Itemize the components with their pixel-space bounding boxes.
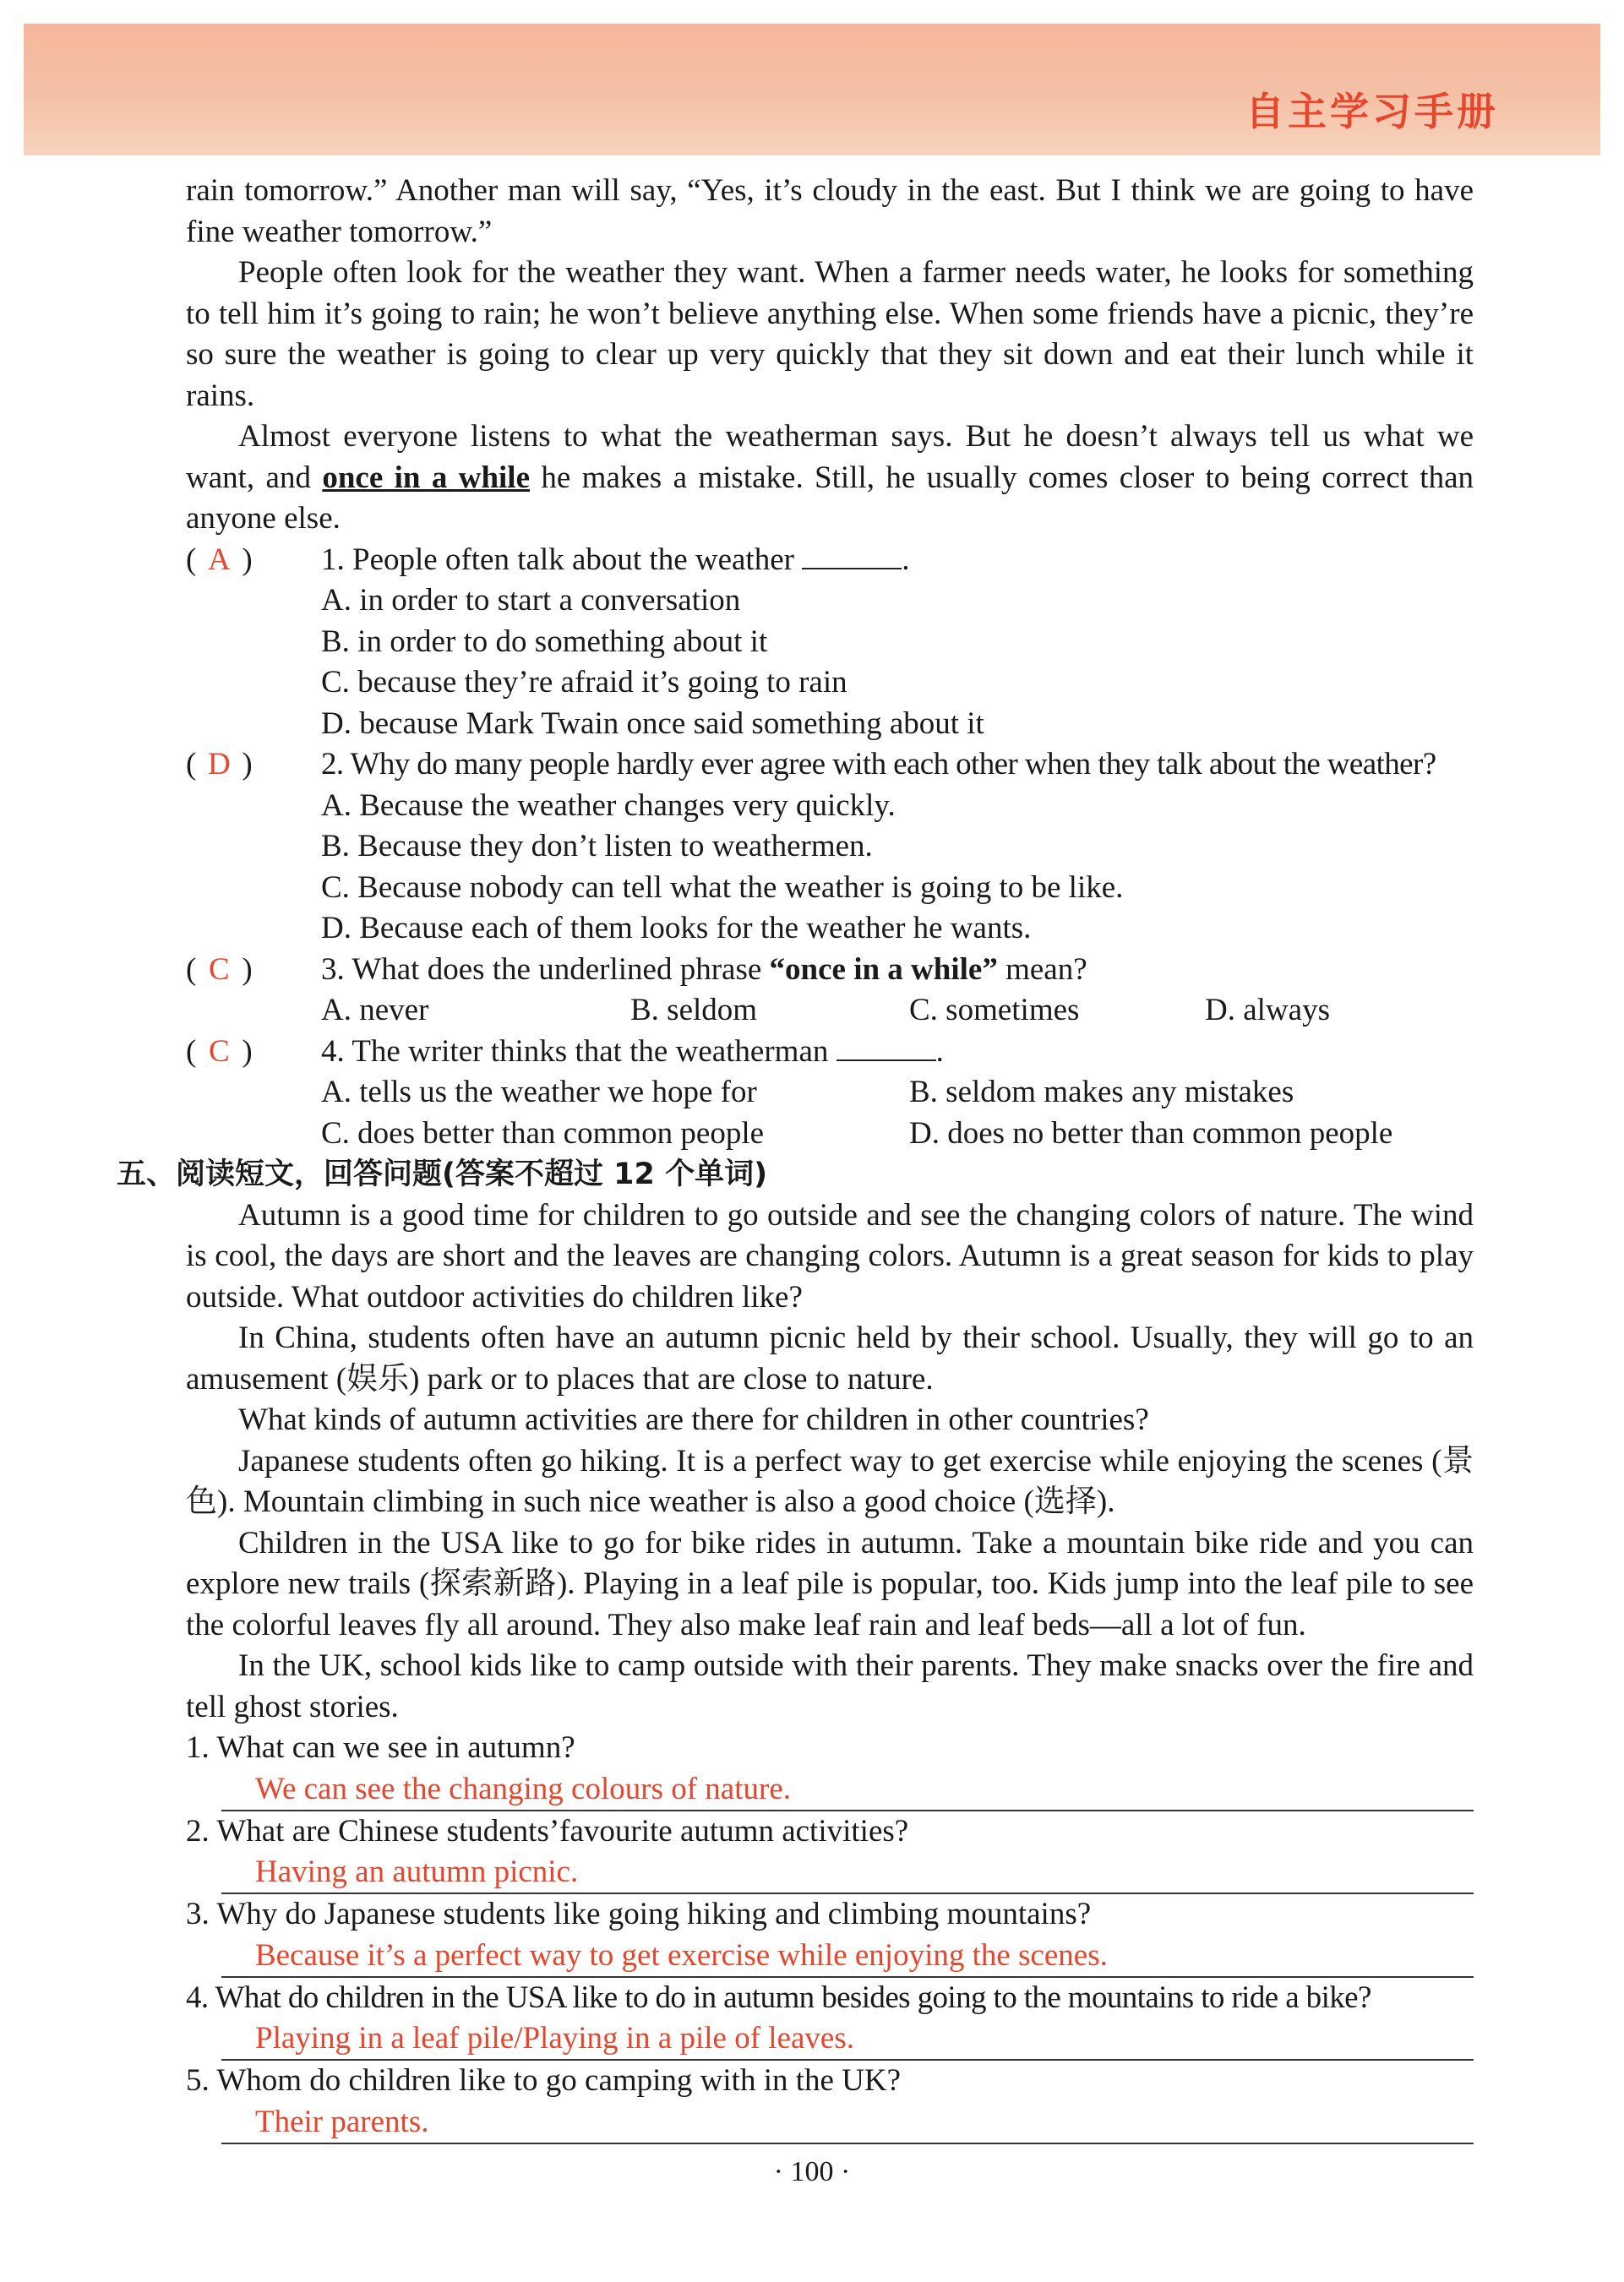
answer-letter: C (208, 951, 230, 987)
question-stem: 2. Why do many people hardly ever agree with each other when they talk about the weather? (321, 747, 1436, 782)
underlined-phrase: once in a while (322, 460, 531, 495)
text-span: he makes a mistake. Still, he usually comes closer to being correct than anyone else. (186, 460, 1474, 536)
qa-item (186, 2061, 1474, 2144)
open-question: 2. What are Chinese students’favourite autumn activities? (186, 1813, 909, 1849)
option: D. because Mark Twain once said something about it (321, 705, 984, 741)
answer-line: Because it’s a perfect way to get exercise while enjoying the scenes. (221, 1936, 1474, 1978)
answer-letter: D (207, 747, 231, 782)
page-number: · 100 · (773, 2156, 851, 2187)
option-row (321, 1072, 1474, 1114)
options (186, 990, 1474, 1032)
passage-paragraph: In the UK, school kids like to camp outside with their parents. They make snacks over the fire and tell ghost stories. (186, 1648, 1474, 1724)
answer-line: Having an autumn picnic. (221, 1852, 1474, 1894)
stem-text: 4. The writer thinks that the weatherman (321, 1033, 829, 1069)
header-title: 自主学习手册 (1245, 89, 1499, 134)
answer-blank (837, 1034, 936, 1061)
option: C. sometimes (909, 993, 1080, 1027)
option: D. always (1205, 993, 1330, 1027)
option: C. because they’re afraid it’s going to rain (321, 665, 847, 700)
option: B. in order to do something about it (321, 624, 768, 659)
open-question: 5. Whom do children like to go camping with in the UK? (186, 2063, 902, 2098)
answer-line: Their parents. (221, 2102, 1474, 2144)
option: A. Because the weather changes very quickly. (321, 787, 896, 823)
passage-paragraph: Japanese students often go hiking. It is a perfect way to get exercise while enjoying the scenes (景色). Mountain climbing in such nice weather is also a good choice (选择). (186, 1443, 1474, 1519)
passage-paragraph: Children in the USA like to go for bike rides in autumn. Take a mountain bike ride and you can explore new trails (探索新路). Playing in a leaf pile is popular, too. Kids jump into the leaf pile to see the colorful leaves fly all around. They also make leaf rain and leaf beds—all a lot of fun. (186, 1525, 1474, 1642)
answer-bracket: ( C ) (186, 1032, 321, 1073)
question-stem (321, 950, 1087, 991)
passage-paragraph: rain tomorrow.” Another man will say, “Yes, it’s cloudy in the east. But I think we are going to have fine weather tomorrow.” (186, 173, 1474, 249)
options (186, 786, 1474, 950)
qa-item (186, 1978, 1474, 2061)
answer-line: We can see the changing colours of nature. (221, 1769, 1474, 1811)
stem-end: . (902, 542, 910, 577)
question (186, 1032, 1474, 1073)
option: A. tells us the weather we hope for (321, 1075, 757, 1109)
answer-bracket: ( A ) (186, 540, 321, 581)
passage-paragraph: In China, students often have an autumn picnic held by their school. Usually, they will go to an amusement (娱乐) park or to places that are close to nature. (186, 1321, 1474, 1397)
answer-letter: C (208, 1033, 230, 1069)
passage-paragraph: People often look for the weather they want. When a farmer needs water, he looks for something to tell him it’s going to rain; he won’t believe anything else. When some friends have a picnic, they’re so sure the weather is going to clear up very quickly that they sit down and eat their lunch while it rains. (186, 255, 1474, 413)
options (186, 580, 1474, 744)
question (186, 540, 1474, 581)
open-question: 4. What do children in the USA like to do in autumn besides going to the mountains to ride a bike? (186, 1980, 1371, 2015)
section-title: 五、阅读短文，回答问题(答案不超过 12 个单词) (117, 1157, 768, 1191)
open-question: 3. Why do Japanese students like going hiking and climbing mountains? (186, 1897, 1092, 1931)
passage-paragraph: What kinds of autumn activities are there for children in other countries? (238, 1402, 1149, 1437)
answer-line: Playing in a leaf pile/Playing in a pile of leaves. (221, 2018, 1474, 2061)
answer-bracket: ( D ) (186, 744, 321, 786)
text-span: Almost everyone listens to what the weatherman says. But he doesn’t always tell us what we want, and (186, 419, 1474, 495)
stem-text: 1. People often talk about the weather (321, 542, 794, 577)
answer-bracket: ( C ) (186, 950, 321, 991)
open-question: 1. What can we see in autumn? (186, 1730, 575, 1765)
option: A. never (321, 993, 429, 1027)
qa-item (186, 1728, 1474, 1811)
option: D. Because each of them looks for the weather he wants. (321, 911, 1032, 945)
main-content (117, 171, 1474, 2144)
option: B. seldom makes any mistakes (909, 1075, 1294, 1109)
option: D. does no better than common people (909, 1115, 1393, 1151)
question (186, 744, 1474, 786)
option: C. does better than common people (321, 1115, 765, 1151)
answer-blank (802, 542, 902, 569)
stem-end: . (935, 1033, 944, 1069)
option: C. Because nobody can tell what the weather is going to be like. (321, 869, 1124, 905)
option: B. seldom (630, 993, 758, 1027)
answer-letter: A (207, 542, 231, 577)
option: A. in order to start a conversation (321, 583, 741, 618)
stem-text: mean? (997, 951, 1087, 987)
stem-text: 3. What does the underlined phrase (321, 951, 770, 987)
option: B. Because they don’t listen to weathermen. (321, 829, 873, 863)
stem-bold: “once in a while” (769, 951, 998, 987)
passage-paragraph (186, 417, 1474, 540)
qa-item (186, 1894, 1474, 1978)
passage-paragraph: Autumn is a good time for children to go outside and see the changing colors of nature. The wind is cool, the days are short and the leaves are changing colors. Autumn is a great season for kids to play outside. What outdoor activities do children like? (186, 1197, 1474, 1315)
question-stem (321, 1032, 944, 1073)
option-row (321, 1114, 1474, 1155)
question-stem (321, 540, 909, 581)
page-header (24, 24, 1600, 155)
question (186, 950, 1474, 991)
options (186, 1072, 1474, 1154)
qa-item (186, 1811, 1474, 1895)
